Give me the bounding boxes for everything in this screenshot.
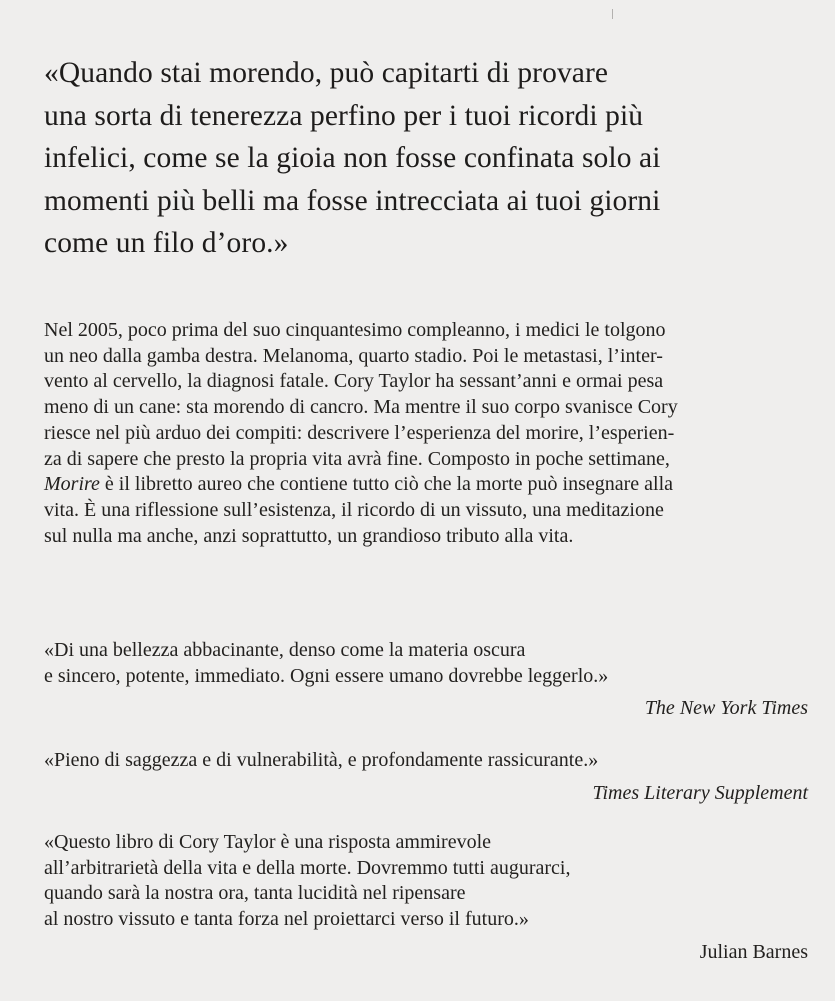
description-line: sul nulla ma anche, anzi soprattutto, un grandioso tributo alla vita.	[44, 524, 574, 547]
epigraph-line: momenti più belli ma fosse intrecciata ai tuoi giorni	[44, 184, 661, 217]
description-line: vento al cervello, la diagnosi fatale. Cory Taylor ha sessant’anni e ormai pesa	[44, 370, 664, 393]
review-source: Julian Barnes	[699, 940, 808, 963]
description-line: un neo dalla gamba destra. Melanoma, quarto stadio. Poi le metastasi, l’inter-	[44, 344, 663, 367]
review-line: e sincero, potente, immediato. Ogni essere umano dovrebbe leggerlo.»	[44, 664, 609, 687]
book-title: Morire	[44, 473, 100, 496]
book-description	[44, 318, 814, 549]
review-line: «Questo libro di Cory Taylor è una risposta ammirevole	[44, 831, 492, 853]
review-quote	[44, 638, 814, 721]
review-quote	[44, 748, 814, 806]
description-line: vita. È una riflessione sull’esistenza, il ricordo di un vissuto, una meditazione	[44, 498, 664, 521]
review-source: Times Literary Supplement	[592, 781, 808, 804]
epigraph-line: come un filo d’oro.»	[44, 227, 289, 259]
print-speck	[612, 9, 613, 19]
description-line	[44, 472, 814, 498]
description-line: Nel 2005, poco prima del suo cinquantesimo compleanno, i medici le tolgono	[44, 319, 666, 341]
epigraph-line: «Quando stai morendo, può capitarti di provare	[44, 57, 609, 89]
review-line: «Di una bellezza abbacinante, denso come la materia oscura	[44, 639, 526, 661]
epigraph-line: una sorta di tenerezza perfino per i tuoi ricordi più	[44, 99, 644, 132]
description-line-text: è il libretto aureo che contiene tutto ciò che la morte può insegnare alla	[104, 473, 674, 496]
review-line: quando sarà la nostra ora, tanta lucidità nel ripensare	[44, 882, 466, 905]
description-line: meno di un cane: sta morendo di cancro. Ma mentre il suo corpo svanisce Cory	[44, 396, 678, 419]
review-source: The New York Times	[644, 697, 808, 720]
epigraph-line: infelici, come se la gioia non fosse confinata solo ai	[44, 142, 661, 174]
review-line: «Pieno di saggezza e di vulnerabilità, e profondamente rassicurante.»	[44, 749, 599, 771]
review-line: al nostro vissuto e tanta forza nel proiettarci verso il futuro.»	[44, 908, 529, 931]
description-line: riesce nel più arduo dei compiti: descrivere l’esperienza del morire, l’esperien-	[44, 421, 675, 444]
review-line: all’arbitrarietà della vita e della morte. Dovremmo tutti augurarci,	[44, 856, 571, 879]
epigraph-quote	[44, 52, 824, 265]
description-line: za di sapere che presto la propria vita avrà fine. Composto in poche settimane,	[44, 447, 670, 470]
review-quote	[44, 830, 814, 965]
